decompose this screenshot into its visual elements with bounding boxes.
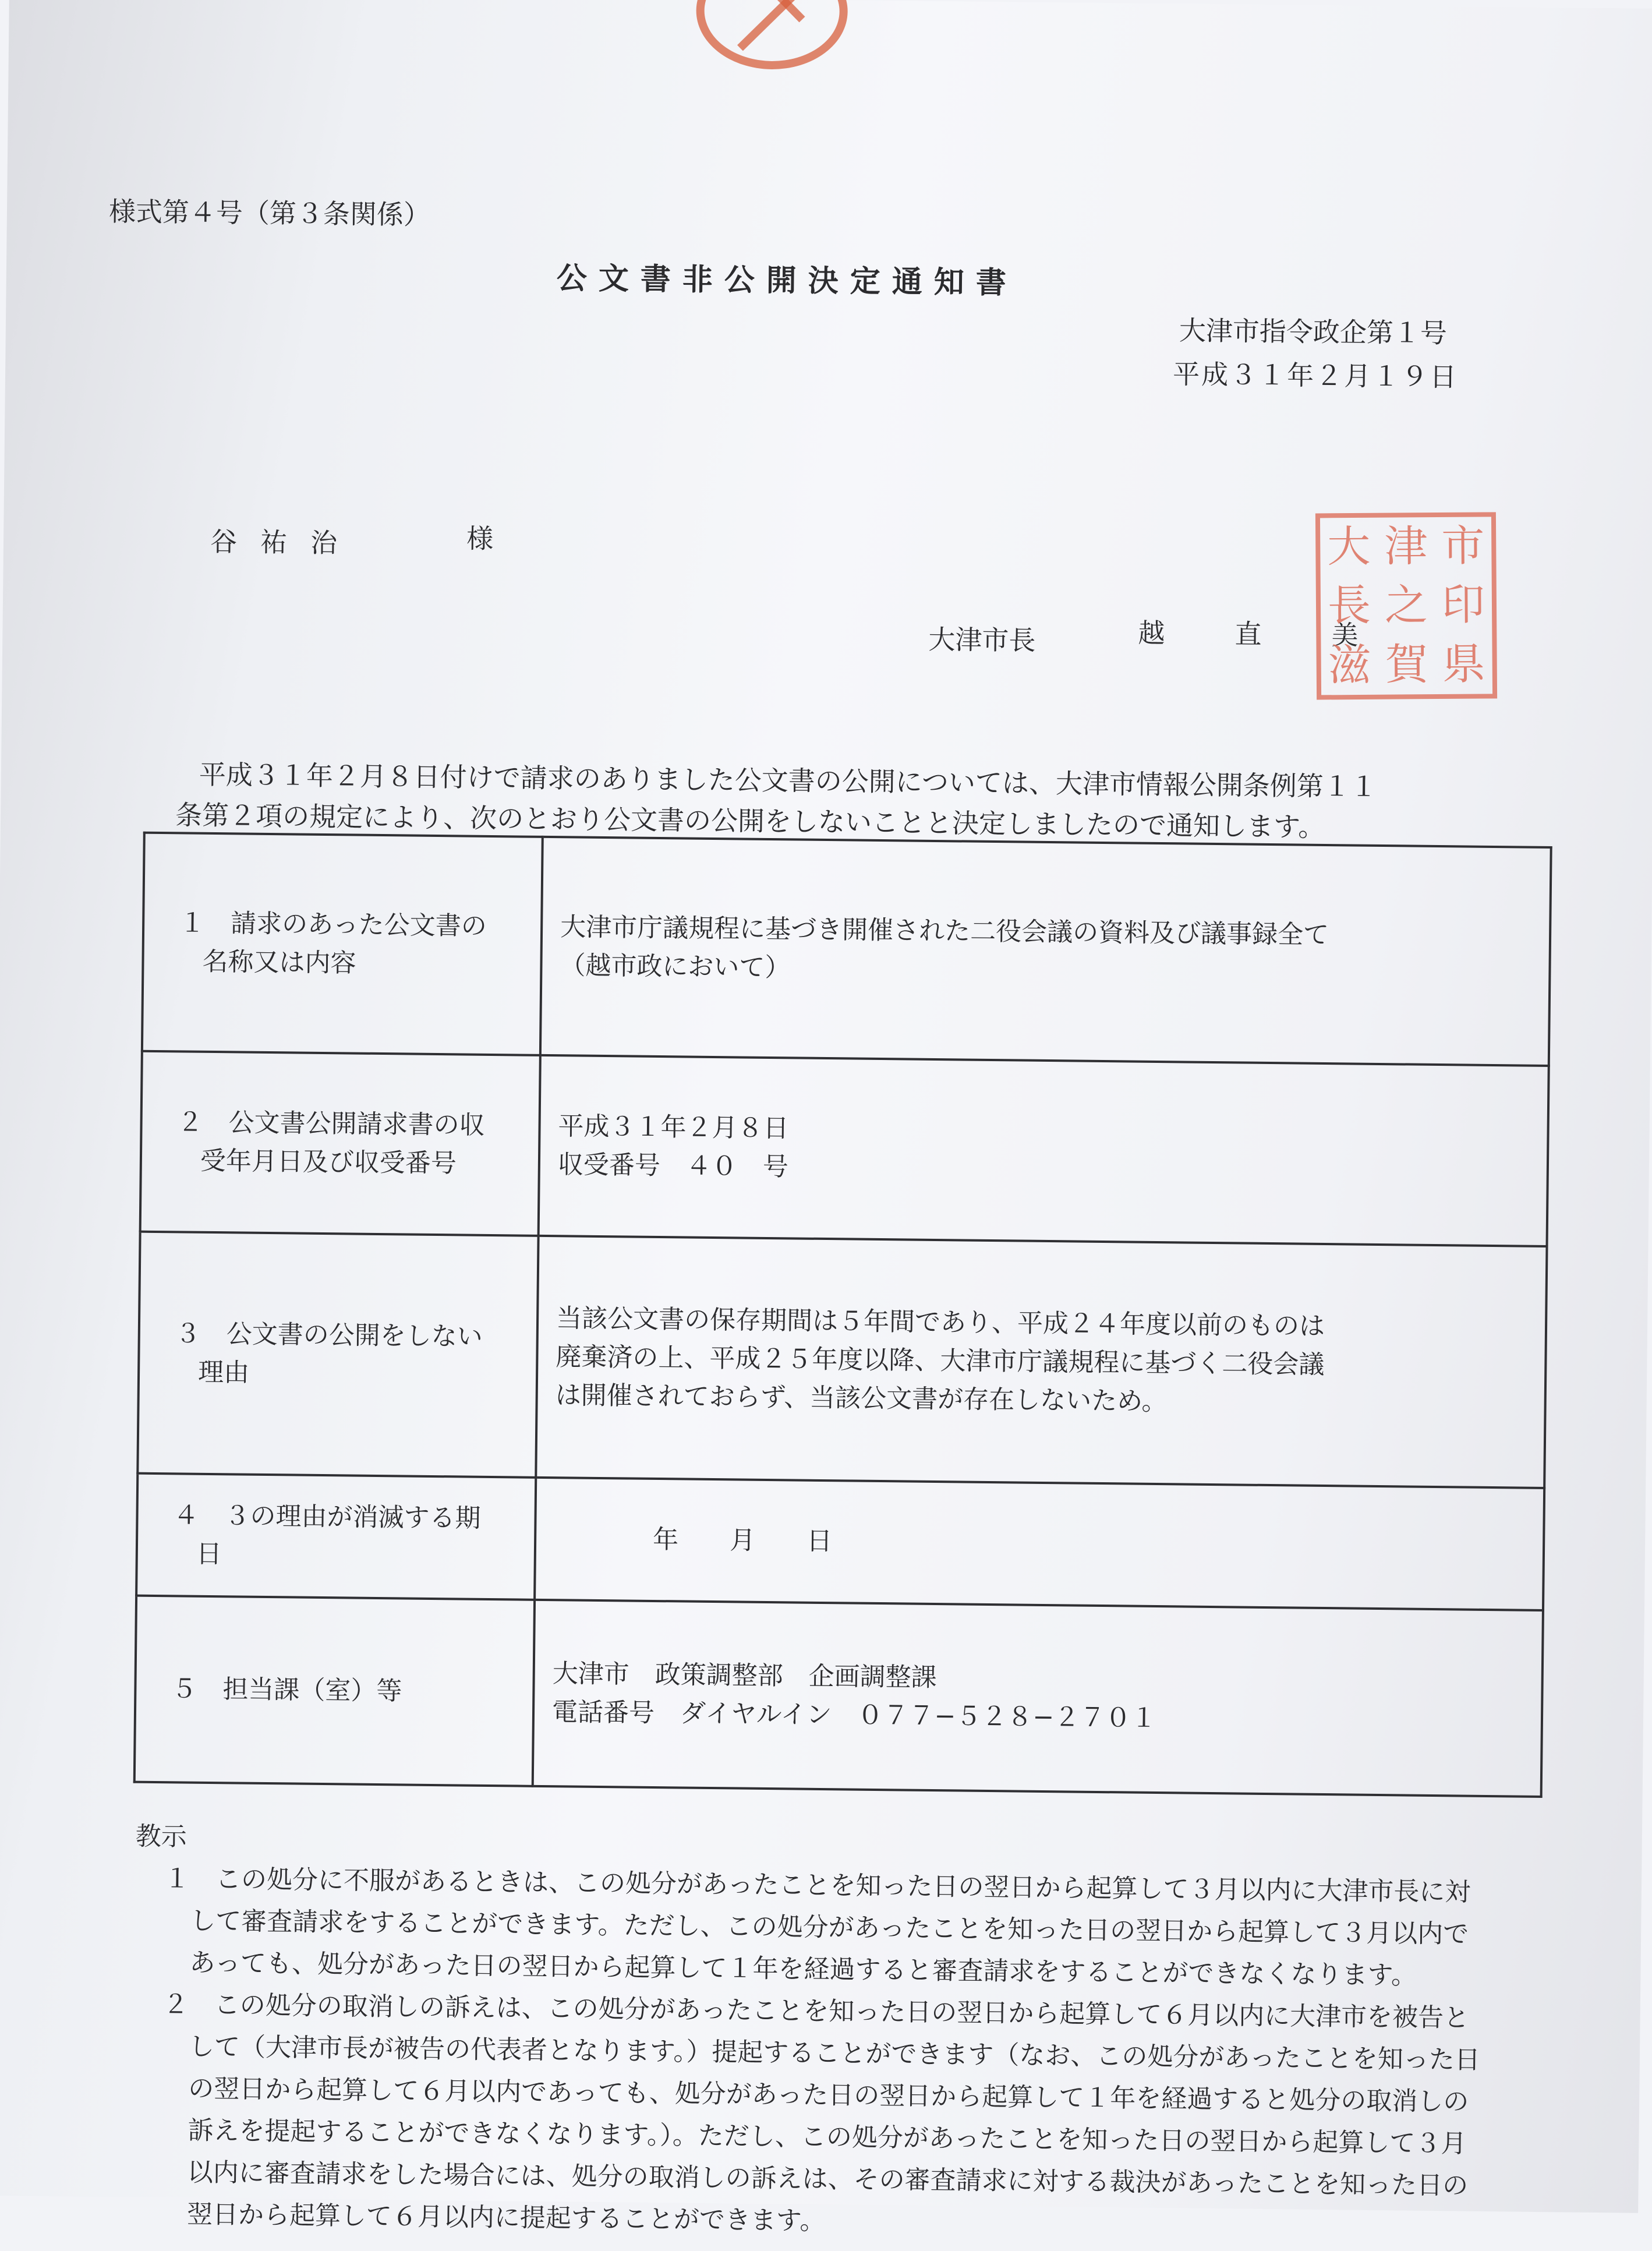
recipient-honorific: 様 (466, 522, 494, 554)
instruction-line: 翌日から起算して６月以内に提起することができます。 (186, 2199, 826, 2236)
decision-table (133, 832, 1552, 1798)
intro-line-1: 平成３１年２月８日付けで請求のありました公文書の公開については、大津市情報公開条例第１１ (199, 758, 1378, 803)
row-label: １ 請求のあった公文書の 名称又は内容 (142, 833, 543, 1055)
issue-date: 平成３１年２月１９日 (1172, 358, 1459, 393)
form-number: 様式第４号（第３条関係） (108, 196, 431, 231)
table-row (142, 833, 1551, 1066)
row-value: 大津市 政策調整部 企画調整課 電話番号 ダイヤルイン ０７７−５２８−２７０１ (533, 1600, 1543, 1797)
table-row (137, 1232, 1547, 1488)
reference-number: 大津市指令政企第１号 (1179, 314, 1448, 349)
instruction-line: の翌日から起算して６月以内であっても、処分があった日の翌日から起算して１年を経過すると処分の取消しの (188, 2073, 1469, 2117)
row-value: 当該公文書の保存期間は５年間であり、平成２４年度以前のものは 廃棄済の上、平成２５年度以降、大津市庁議規程に基づく二役会議 は開催されておらず、当該公文書が存在しないため。 (536, 1236, 1547, 1488)
table-row (136, 1473, 1544, 1610)
instruction-line: あっても、処分があった日の翌日から起算して１年を経過すると審査請求をすることができなくなります。 (189, 1948, 1417, 1991)
row-label: ５ 担当課（室）等 (135, 1596, 535, 1786)
official-seal: 大 津 市 長 之 印 滋 賀 県 (1315, 512, 1497, 699)
row-label: ２ 公文書公開請求書の収 受年月日及び収受番号 (140, 1051, 540, 1236)
instruction-line: ２ この処分の取消しの訴えは、この処分があったことを知った日の翌日から起算して６月以内に大津市を被告と (162, 1989, 1470, 2033)
row-value: 大津市庁議規程に基づき開催された二役会議の資料及び議事録全て （越市政において） (540, 837, 1551, 1066)
table-row (135, 1596, 1543, 1797)
row-value: 年 月 日 (535, 1478, 1544, 1610)
sender-name: 越直美 (1138, 617, 1428, 652)
instructions-section (132, 1816, 1545, 2250)
instruction-line: １ この処分に不服があるときは、この処分があったことを知った日の翌日から起算して３月以内に大津市長に対 (164, 1864, 1471, 1907)
instruction-line: して（大津市長が被告の代表者となります。）提起することができます（なお、この処分があったことを知った日 (188, 2031, 1481, 2075)
partial-stamp-top (696, 0, 848, 70)
instruction-line: して審査請求をすることができます。ただし、この処分があったことを知った日の翌日から起算して３月以内で (189, 1906, 1469, 1949)
instructions-heading: 教示 (135, 1821, 188, 1852)
row-label: ３ 公文書の公開をしない 理由 (137, 1232, 538, 1478)
intro-line-2: 条第２項の規定により、次のとおり公文書の公開をしないことと決定しましたので通知します。 (175, 799, 1325, 843)
sender-title: 大津市長 (928, 623, 1036, 656)
instruction-line: 以内に審査請求をした場合には、処分の取消しの訴えは、その審査請求に対する裁決があったことを知った日の (187, 2157, 1469, 2201)
instruction-line: 訴えを提起することができなくなります。）。ただし、この処分があったことを知った日の翌日から起算して３月 (188, 2115, 1467, 2159)
document-title: 公文書非公開決定通知書 (556, 260, 1018, 301)
row-value: 平成３１年２月８日 収受番号 ４０ 号 (539, 1055, 1549, 1246)
table-row (140, 1051, 1549, 1246)
recipient-name: 谷祐治 (210, 525, 361, 559)
row-label: ４ ３の理由が消滅する期 日 (136, 1473, 536, 1600)
